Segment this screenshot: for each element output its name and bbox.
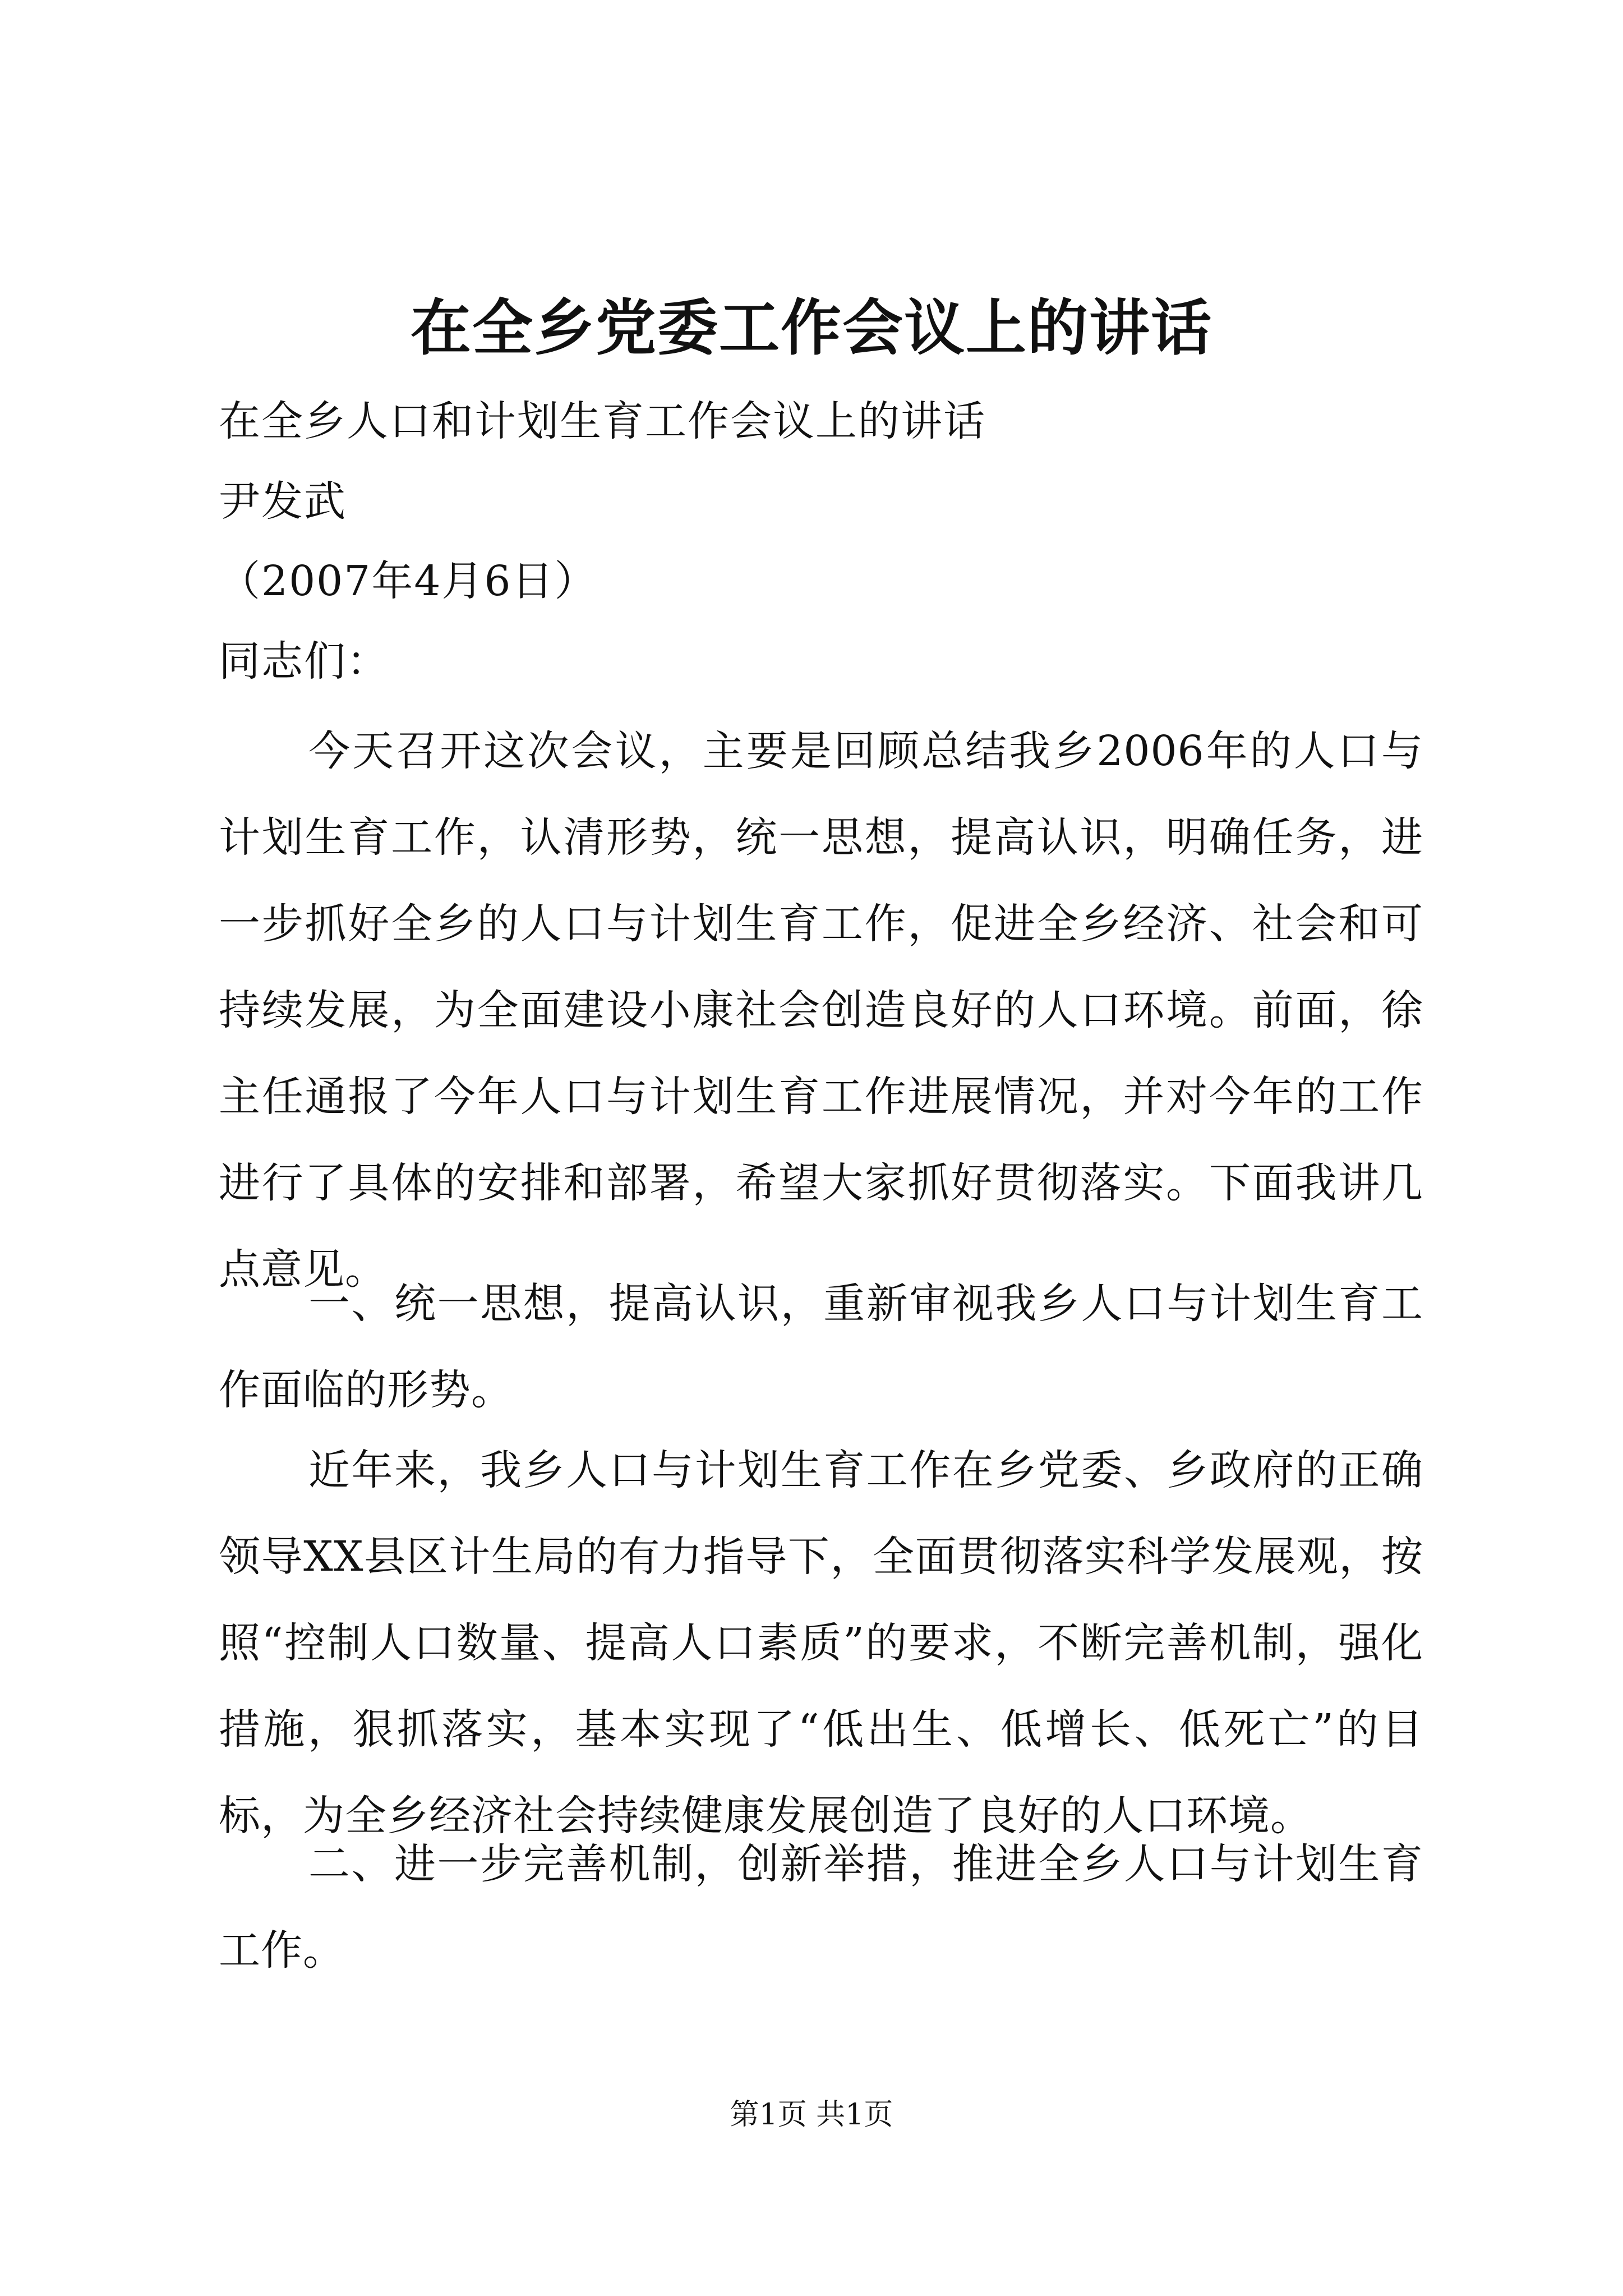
author-name: 尹发武 — [219, 477, 347, 526]
section-heading-2: 二、进一步完善机制，创新举措，推进全乡人口与计划生育工作。 — [219, 1840, 1423, 1975]
document-title: 在全乡党委工作会议上的讲话 — [410, 293, 1212, 364]
page-number-footer: 第1页 共1页 — [730, 2098, 893, 2132]
section-heading-1: 一、统一思想，提高认识，重新审视我乡人口与计划生育工作面临的形势。 — [219, 1280, 1423, 1414]
body-paragraph-2: 近年来，我乡人口与计划生育工作在乡党委、乡政府的正确领导XX县区计生局的有力指导下，全面贯彻落实科学发展观，按照“控制人口数量、提高人口素质”的要求，不断完善机制，强化措施，狠抓落实，基本实现了“低出生、低增长、低死亡”的目标，为全乡经济社会持续健康发展创造了良好的人口环境。 — [219, 1446, 1423, 1840]
salutation: 同志们： — [219, 637, 389, 685]
speech-date: （2007年4月6日） — [219, 557, 597, 605]
body-paragraph-1: 今天召开这次会议，主要是回顾总结我乡2006年的人口与计划生育工作，认清形势，统一思想，提高认识，明确任务，进一步抓好全乡的人口与计划生育工作，促进全乡经济、社会和可持续发展，为全面建设小康社会创造良好的人口环境。前面，徐主任通报了今年人口与计划生育工作进展情况，并对今年的工作进行了具体的安排和部署，希望大家抓好贯彻落实。下面我讲几点意见。 — [219, 727, 1423, 1294]
document-subtitle: 在全乡人口和计划生育工作会议上的讲话 — [219, 397, 986, 445]
